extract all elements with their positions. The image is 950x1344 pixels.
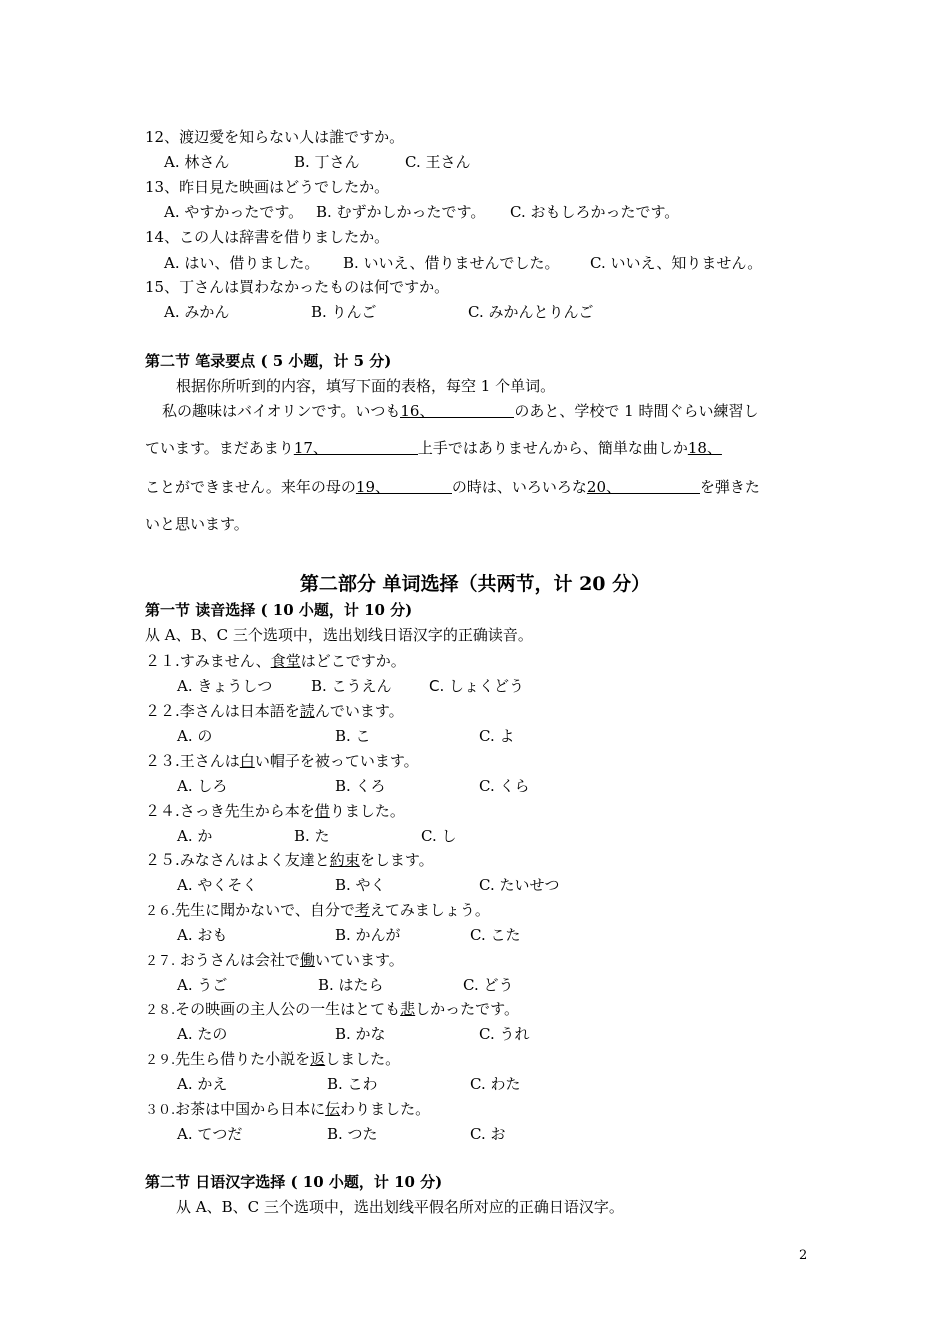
option-b: B. 丁さん [294,153,360,171]
part-title: 第二部分 单词选择（共两节，计 20 分） [299,573,651,595]
option-a: A. やくそく [177,876,258,894]
question-27 [145,950,404,972]
option-b: B. た [294,827,330,845]
option-b: B. りんご [311,303,377,321]
question-number: ２６. [145,904,176,919]
passage-line-3 [145,477,760,497]
option-b: B. つた [327,1125,378,1143]
underlined-word: 約束 [329,851,360,869]
question-text: さっき先生から本を [179,802,315,820]
question-number: ２９. [145,1053,176,1068]
question-text: えてみましょう。 [369,901,490,919]
passage-text: 上手ではありませんから、簡単な曲しか [417,439,688,457]
option-b: B. かな [335,1025,386,1043]
passage-text: ことができません。来年の母の [145,478,356,496]
question-text: はどこですか。 [300,652,406,670]
option-a: A. てつだ [177,1125,243,1143]
question-30 [145,1099,430,1121]
question-14: 14、この人は辞書を借りましたか。 [145,228,390,246]
option-c: C. よ [479,727,515,745]
section-heading: 第二节 日语汉字选择 ( 10 小题，计 10 分) [145,1173,443,1191]
passage-line-1 [162,401,758,421]
option-b: B. はたら [318,976,384,994]
option-a: A. か [177,827,213,845]
blank-number: 16、 [400,402,435,420]
option-b: B. くろ [335,777,386,795]
blank-18[interactable] [688,438,720,455]
question-text: 李さんは日本語を [179,702,300,720]
option-b: B. いいえ、借りませんでした。 [343,254,560,272]
section-instruction: 从 A、B、C 三个选项中，选出划线平假名所对应的正确日语汉字。 [176,1198,624,1216]
question-21 [145,651,406,671]
question-29 [145,1049,400,1071]
option-b: B. やく [335,876,386,894]
question-number: ２２. [145,702,180,720]
option-b: B. かんが [335,926,401,944]
passage-text: ています。まだあまり [145,439,294,457]
option-a: A. の [177,727,213,745]
page-number: 2 [799,1248,808,1263]
option-b: B. こわ [327,1075,378,1093]
option-c: C. うれ [479,1025,530,1043]
question-24 [145,801,405,821]
question-text: 王さんは [179,752,240,770]
underlined-word: 食堂 [270,652,301,670]
question-12: 12、渡辺愛を知らない人は誰ですか。 [145,128,405,146]
question-22 [145,701,404,721]
question-26 [145,900,490,922]
option-c: C. 王さん [405,153,471,171]
option-c: C. みかんとりんご [468,303,594,321]
question-text: いています。 [314,951,404,969]
option-c: C. こた [470,926,521,944]
blank-number: 20、 [586,478,622,496]
question-text: をします。 [359,851,434,869]
option-c: C. し [421,827,457,845]
blank-number: 19、 [355,478,390,496]
passage-text: の時は、いろいろな [451,478,587,496]
option-b: B. こうえん [311,677,392,695]
question-text: しかったです。 [415,1000,519,1018]
question-number: ３０. [145,1103,176,1118]
option-c: C. しょくどう [429,677,525,695]
option-a: A. おも [177,926,228,944]
option-c: C. わた [470,1075,521,1093]
option-b: B. こ [335,727,371,745]
question-number: ２１. [145,652,180,670]
option-a: A. うご [177,976,228,994]
option-a: A. 林さん [164,153,230,171]
option-a: A. しろ [177,777,228,795]
section-heading: 第一节 读音选择 ( 10 小题，计 10 分) [145,601,413,619]
option-c: C. たいせつ [479,876,560,894]
underlined-word: 返 [310,1050,326,1068]
underlined-word: 読 [299,702,315,720]
question-number: ２８. [145,1003,176,1018]
underlined-word: 白 [239,752,255,770]
option-b: B. むずかしかったです。 [316,203,486,221]
question-text: い帽子を被っています。 [254,752,419,770]
question-13: 13、昨日見た映画はどうでしたか。 [145,178,390,196]
option-c: C. お [470,1125,506,1143]
question-23 [145,751,419,771]
question-28 [145,999,519,1021]
question-text: お茶は中国から日本に [175,1100,326,1118]
question-25 [145,850,434,870]
option-a: A. きょうしつ [177,677,273,695]
option-c: C. おもしろかったです。 [510,203,680,221]
blank-number: 18、 [687,439,722,457]
option-a: A. はい、借りました。 [164,254,320,272]
question-text: 先生ら借りた小説を [175,1050,311,1068]
underlined-word: 伝 [325,1100,341,1118]
blank-20[interactable] [587,477,700,494]
question-text: んでいます。 [314,702,404,720]
passage-text: 私の趣味はバイオリンです。いつも [162,402,401,420]
question-text: その映画の主人公の一生はとても [175,1000,401,1018]
option-c: C. くら [479,777,530,795]
blank-17[interactable] [294,438,418,455]
question-text: 先生に聞かないで、自分で [175,901,355,919]
question-number: ２３. [145,752,180,770]
underlined-word: 考 [354,901,370,919]
passage-line-2 [145,438,720,458]
option-a: A. みかん [164,303,230,321]
option-c: C. いいえ、知りません。 [590,254,763,272]
section-heading: 第二节 笔录要点 ( 5 小题，计 5 分) [145,352,392,370]
option-a: A. やすかったです。 [164,203,304,221]
question-number: ２４. [145,802,180,820]
underlined-word: 悲 [400,1000,416,1018]
blank-16[interactable] [400,401,514,418]
section-instruction: 从 A、B、C 三个选项中，选出划线日语汉字的正确读音。 [145,626,533,644]
blank-19[interactable] [356,477,452,494]
question-text: りました。 [329,802,405,820]
question-15: 15、丁さんは買わなかったものは何ですか。 [145,278,450,296]
underlined-word: 借 [314,802,330,820]
passage-text: のあと、学校で 1 時間ぐらい練習し [514,402,759,420]
option-c: C. どう [463,976,514,994]
option-a: A. たの [177,1025,228,1043]
question-text: わりました。 [340,1100,431,1118]
question-text: みなさんはよく友達と [179,851,330,869]
underlined-word: 働 [299,951,315,969]
question-text: おうさんは会社で [179,951,300,969]
question-text: すみません、 [179,652,271,670]
passage-line-4: いと思います。 [145,515,249,533]
passage-text: を弾きた [699,478,760,496]
option-a: A. かえ [177,1075,228,1093]
blank-number: 17、 [293,439,328,457]
question-number: ２５. [145,851,180,869]
question-number: ２７. [145,954,176,969]
question-text: しました。 [325,1050,401,1068]
section-instruction: 根据你所听到的内容，填写下面的表格，每空 1 个单词。 [176,377,556,395]
